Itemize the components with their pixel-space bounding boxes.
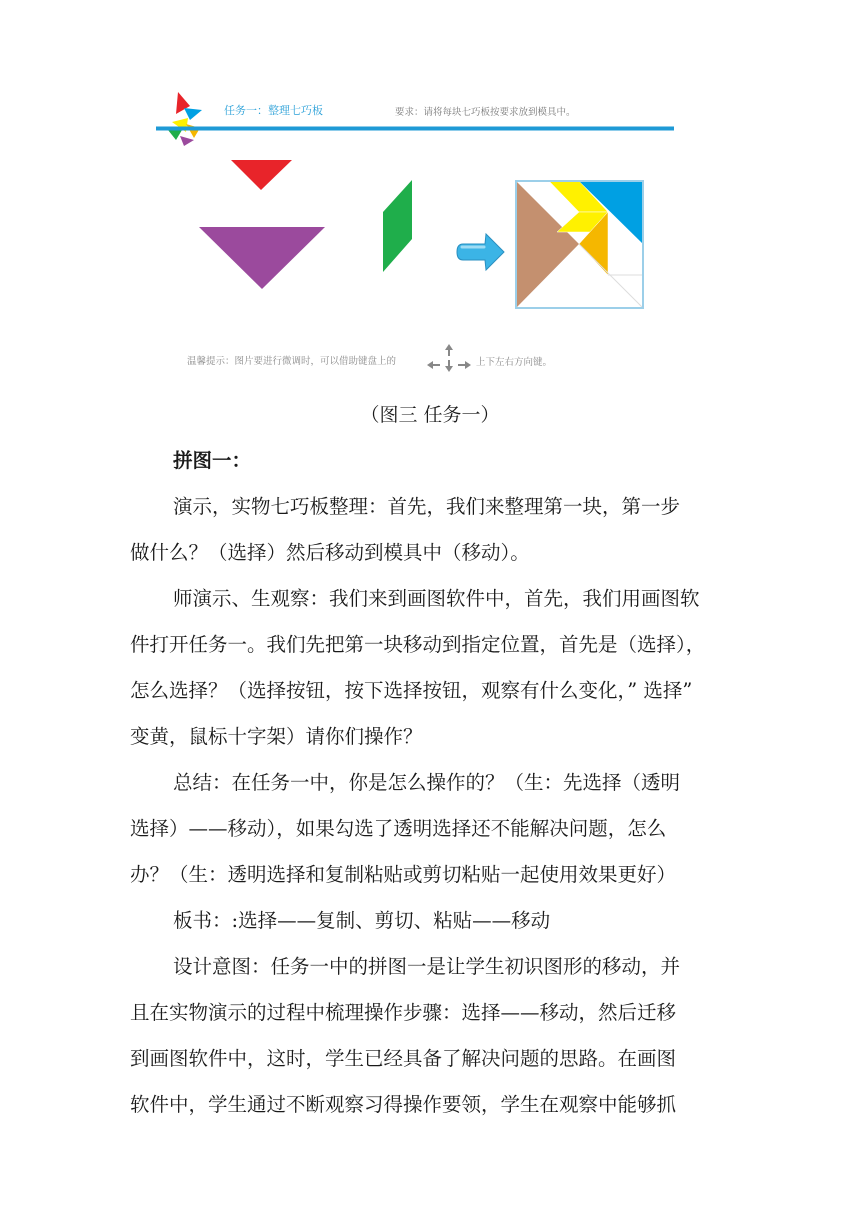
paragraph-line: 做什么？（选择）然后移动到模具中（移动）。 <box>130 541 530 564</box>
task-figure <box>150 84 680 384</box>
paragraph-teacher-demo <box>130 576 770 760</box>
paragraph-line: 总结：在任务一中，你是怎么操作的？（生：先选择（透明 <box>173 771 681 794</box>
paragraph-demo <box>130 484 770 576</box>
tangram-logo-icon <box>168 92 202 146</box>
paragraph-line: 怎么选择？（选择按钮，按下选择按钮，观察有什么变化，” 选择” <box>130 679 693 702</box>
paragraph-design-intent <box>130 944 770 1128</box>
paragraph-line: 到画图软件中，这时，学生已经具备了解决问题的思路。在画图 <box>130 1047 677 1070</box>
section-heading-block <box>130 438 770 484</box>
purple-triangle-piece <box>199 227 325 289</box>
arrow-right-icon <box>457 234 504 270</box>
paragraph-summary <box>130 760 770 898</box>
section-heading: 拼图一： <box>173 449 252 472</box>
task-requirement: 要求：请将每块七巧板按要求放到模具中。 <box>395 107 576 118</box>
red-triangle-piece <box>231 160 292 190</box>
paragraph-line: 演示，实物七巧板整理：首先，我们来整理第一块，第一步 <box>173 495 681 518</box>
tip-text-keys: 上下左右方向键。 <box>476 357 553 368</box>
tangram-mould <box>516 181 643 308</box>
paragraph-line: 且在实物演示的过程中梳理操作步骤：选择——移动，然后迁移 <box>130 1001 677 1024</box>
green-parallelogram-piece <box>383 180 412 272</box>
paragraph-line: 软件中，学生通过不断观察习得操作要领，学生在观察中能够抓 <box>130 1093 677 1116</box>
paragraph-line: 师演示、生观察：我们来到画图软件中，首先，我们用画图软 <box>173 587 700 610</box>
paragraph-line: 设计意图：任务一中的拼图一是让学生初识图形的移动，并 <box>173 955 681 978</box>
paragraph-line: 选择）——移动），如果勾选了透明选择还不能解决问题，怎么 <box>130 817 667 840</box>
figure-caption: （图三 任务一） <box>360 404 500 426</box>
task-title: 任务一：整理七巧板 <box>224 104 323 117</box>
paragraph-line: 板书：:选择——复制、剪切、粘贴——移动 <box>173 909 551 932</box>
paragraph-line: 件打开任务一。我们先把第一块移动到指定位置，首先是（选择）， <box>130 633 706 656</box>
arrow-keys-icon <box>427 344 471 372</box>
paragraph-line: 办？（生：透明选择和复制粘贴或剪切粘贴一起使用效果更好） <box>130 863 677 886</box>
tip-text: 温馨提示：图片要进行微调时，可以借助键盘上的 <box>187 356 397 367</box>
paragraph-board <box>130 898 770 944</box>
paragraph-line: 变黄，鼠标十字架）请你们操作？ <box>130 725 423 748</box>
